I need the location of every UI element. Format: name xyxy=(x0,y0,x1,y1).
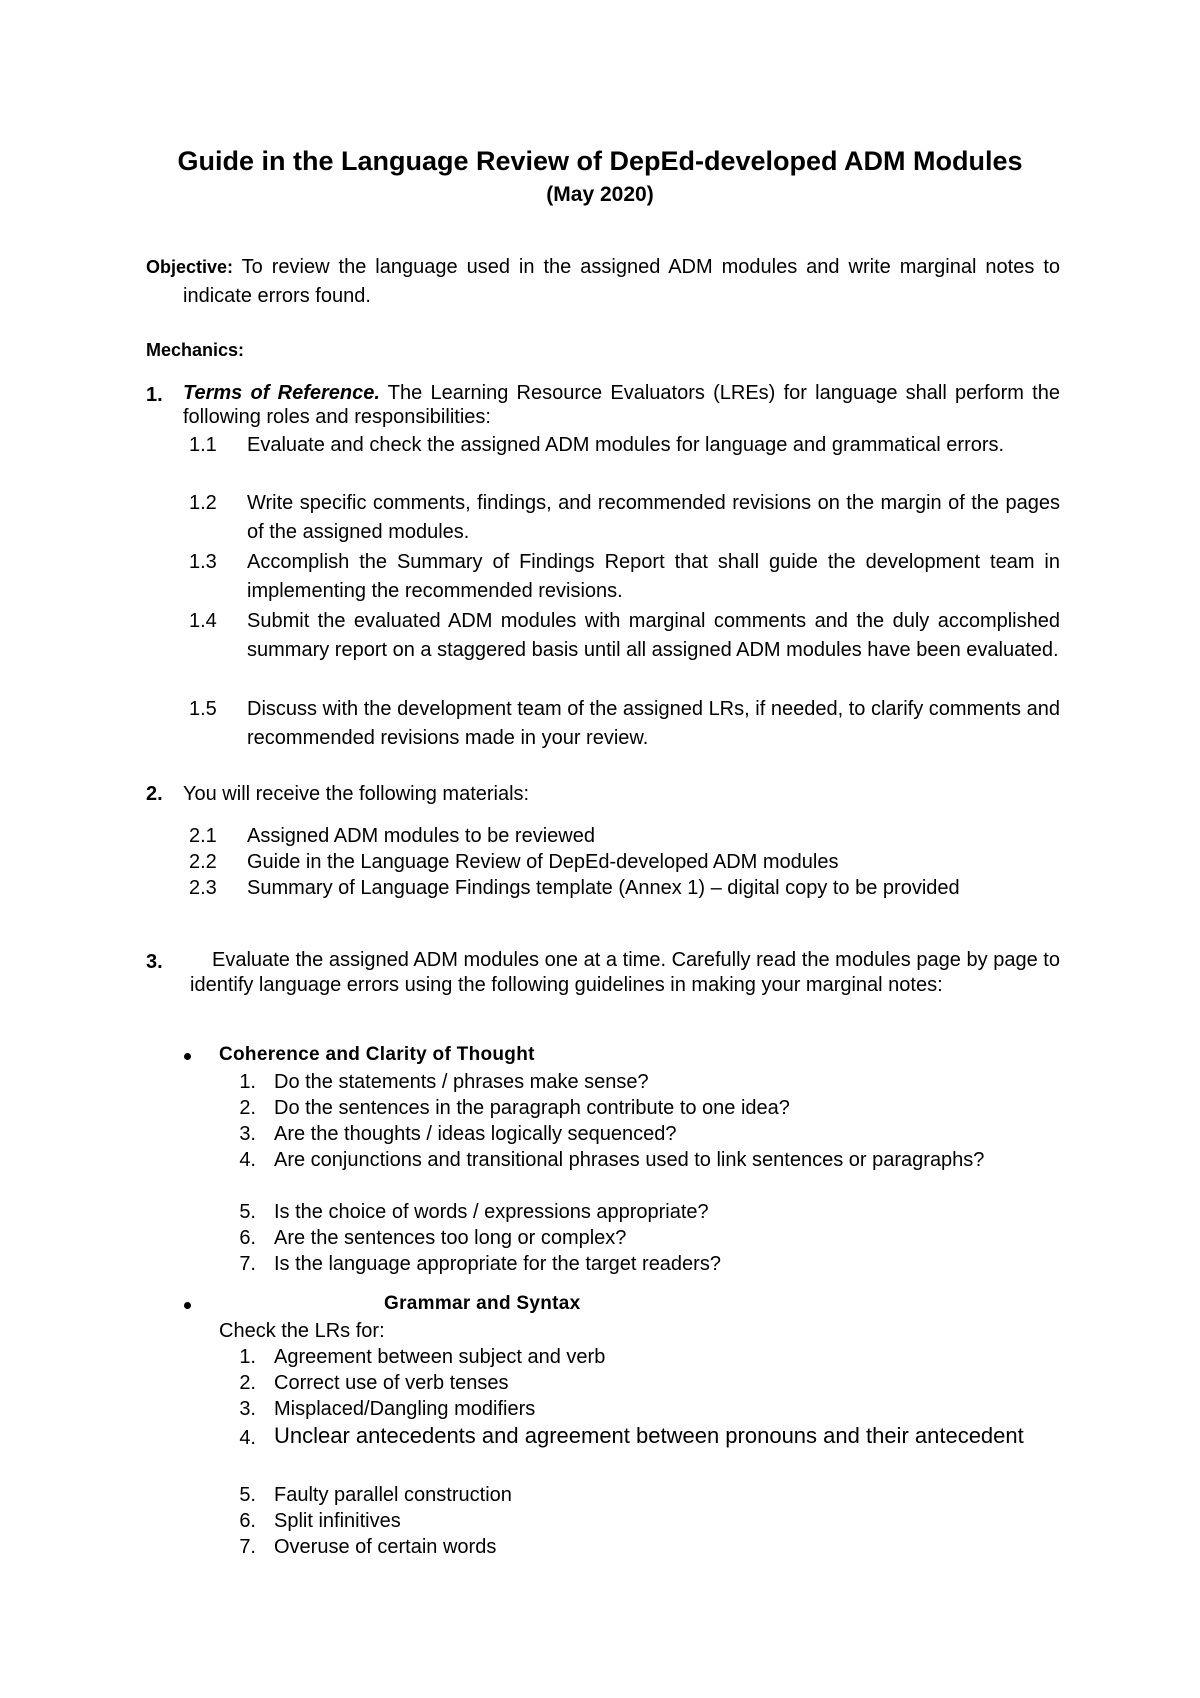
grammar-item-6-number: 6. xyxy=(239,1510,256,1532)
objective-text: To review the language used in the assigned ADM modules and write marginal notes to indicate errors found. xyxy=(183,256,1060,307)
sub-2-2-text: Guide in the Language Review of DepEd-developed ADM modules xyxy=(247,851,839,873)
objective-label: Objective: xyxy=(146,257,234,277)
sub-1-3-number: 1.3 xyxy=(189,551,217,573)
coherence-item-5-number: 5. xyxy=(239,1201,256,1223)
coherence-item-3-text: Are the thoughts / ideas logically sequenced? xyxy=(274,1123,677,1145)
sub-1-4-text: Submit the evaluated ADM modules with marginal comments and the duly accomplished summary report on a staggered basis until all assigned ADM modules have been evaluated. xyxy=(247,610,1060,661)
sub-2-2-number: 2.2 xyxy=(189,851,217,873)
coherence-item-7-number: 7. xyxy=(239,1253,256,1275)
coherence-item-7-text: Is the language appropriate for the target readers? xyxy=(274,1253,721,1275)
sub-1-5-text: Discuss with the development team of the assigned LRs, if needed, to clarify comments and recommended revisions made in your review. xyxy=(247,698,1060,749)
item-2-text: You will receive the following materials: xyxy=(183,783,530,805)
grammar-item-6-text: Split infinitives xyxy=(274,1510,401,1532)
objective-paragraph xyxy=(146,253,1060,311)
item-3-text xyxy=(190,948,1060,998)
page-title: Guide in the Language Review of DepEd-developed ADM Modules xyxy=(177,146,1023,176)
coherence-item-5-text: Is the choice of words / expressions appropriate? xyxy=(274,1201,709,1223)
sub-2-3-number: 2.3 xyxy=(189,877,217,899)
grammar-item-3-number: 3. xyxy=(239,1398,256,1420)
item-1-number: 1. xyxy=(146,384,163,406)
sub-1-1-text: Evaluate and check the assigned ADM modules for language and grammatical errors. xyxy=(247,434,1005,456)
sub-2-1-number: 2.1 xyxy=(189,825,217,847)
grammar-item-4-number: 4. xyxy=(239,1427,256,1449)
grammar-item-7-number: 7. xyxy=(239,1536,256,1558)
bullet-icon xyxy=(184,1302,191,1309)
item-1-text xyxy=(183,381,1060,429)
coherence-item-2-text: Do the sentences in the paragraph contribute to one idea? xyxy=(274,1097,790,1119)
grammar-item-4-text: Unclear antecedents and agreement between pronouns and their antecedent xyxy=(274,1423,1024,1448)
bullet-icon xyxy=(184,1053,191,1060)
grammar-item-7-text: Overuse of certain words xyxy=(274,1536,497,1558)
grammar-heading: Grammar and Syntax xyxy=(384,1293,581,1314)
terms-of-reference-label: Terms of Reference. xyxy=(183,382,380,404)
coherence-item-6-text: Are the sentences too long or complex? xyxy=(274,1227,627,1249)
item-1-body: The Learning Resource Evaluators (LREs) for language shall perform the following roles and responsibilities: xyxy=(183,382,1060,428)
sub-1-3-text: Accomplish the Summary of Findings Report that shall guide the development team in implementing the recommended revisions. xyxy=(247,551,1060,602)
coherence-item-4-text: Are conjunctions and transitional phrases used to link sentences or paragraphs? xyxy=(274,1149,985,1171)
coherence-heading: Coherence and Clarity of Thought xyxy=(219,1044,535,1065)
grammar-item-3-text: Misplaced/Dangling modifiers xyxy=(274,1398,536,1420)
grammar-item-2-text: Correct use of verb tenses xyxy=(274,1372,509,1394)
item-2-number: 2. xyxy=(146,783,163,805)
sub-1-5-number: 1.5 xyxy=(189,698,217,720)
grammar-item-1-number: 1. xyxy=(239,1346,256,1368)
mechanics-label: Mechanics: xyxy=(146,340,245,360)
item-3-body: Evaluate the assigned ADM modules one at a time. Carefully read the modules page by page to identify language errors using the following guidelines in making your marginal notes: xyxy=(190,949,1060,996)
item-3-number: 3. xyxy=(146,951,163,973)
grammar-intro: Check the LRs for: xyxy=(219,1320,385,1342)
grammar-item-1-text: Agreement between subject and verb xyxy=(274,1346,606,1368)
coherence-item-1-number: 1. xyxy=(239,1071,256,1093)
coherence-item-6-number: 6. xyxy=(239,1227,256,1249)
coherence-item-2-number: 2. xyxy=(239,1097,256,1119)
coherence-item-4-number: 4. xyxy=(239,1149,256,1171)
grammar-item-2-number: 2. xyxy=(239,1372,256,1394)
grammar-item-5-text: Faulty parallel construction xyxy=(274,1484,512,1506)
sub-1-2-number: 1.2 xyxy=(189,492,217,514)
sub-1-4-number: 1.4 xyxy=(189,610,217,632)
sub-2-3-text: Summary of Language Findings template (Annex 1) – digital copy to be provided xyxy=(247,877,960,899)
sub-1-1-number: 1.1 xyxy=(189,434,217,456)
page-subtitle: (May 2020) xyxy=(546,183,654,206)
coherence-item-1-text: Do the statements / phrases make sense? xyxy=(274,1071,649,1093)
grammar-item-5-number: 5. xyxy=(239,1484,256,1506)
coherence-item-3-number: 3. xyxy=(239,1123,256,1145)
sub-2-1-text: Assigned ADM modules to be reviewed xyxy=(247,825,595,847)
sub-1-2-text: Write specific comments, findings, and recommended revisions on the margin of the pages of the assigned modules. xyxy=(247,492,1060,543)
